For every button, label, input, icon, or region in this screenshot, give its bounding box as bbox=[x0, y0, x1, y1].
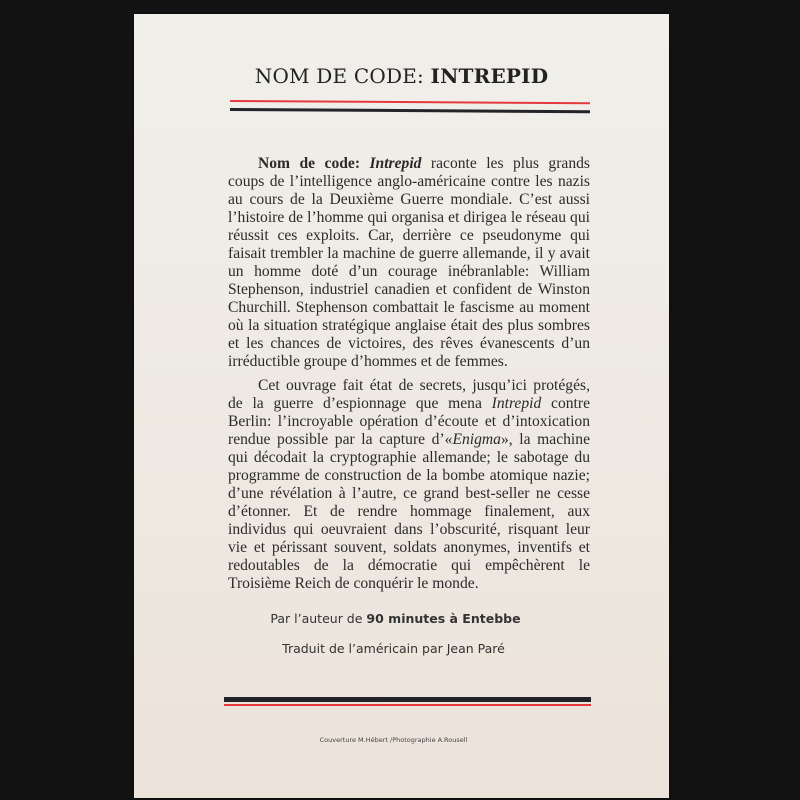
paragraph-1-text: raconte les plus grands coups de l’intelligence anglo-américaine contre les nazis au cours de la Deuxième Guerre mondiale. C’est aussi l’histoire de l’homme qui organisa et dirigea le réseau qui réussit ces exploits. Car, derrière ce pseudonyme qui faisait trembler la machine de guerre allemande, il y avait un homme doté d’un courage inébranlable: William Stephenson, industriel canadien et confident de Winston Churchill. Stephenson combattait le fascisme au moment où la situation stratégique anglaise était des plus sombres et les chances de victoires, des rêves évanescents d’un irréductible groupe d’hommes et de femmes. bbox=[228, 155, 590, 370]
author-credit bbox=[128, 611, 663, 626]
cover-title bbox=[134, 64, 669, 88]
cover-photo-credit: Couverture M.Hébert /Photographie A.Rousell bbox=[319, 736, 468, 744]
lead-bold: Nom de code: bbox=[258, 155, 370, 172]
paragraph-2-text-a: Cet ouvrage fait état de secrets, jusqu’ici protégés, de la guerre d’espionnage que mena bbox=[228, 377, 590, 412]
blurb-paragraph-2 bbox=[228, 377, 590, 593]
top-black-rule bbox=[230, 108, 590, 113]
paragraph-2-text-b: contre Berlin: l’incroyable opération d’écoute et d’intoxication rendue possible par la capture d’« bbox=[228, 395, 590, 448]
translator-credit: Traduit de l’américain par Jean Paré bbox=[282, 641, 505, 656]
paragraph-2-italic-a: Intrepid bbox=[491, 395, 542, 412]
top-red-rule bbox=[230, 100, 590, 104]
lead-italic: Intrepid bbox=[369, 155, 422, 172]
bottom-red-rule bbox=[224, 704, 591, 706]
paragraph-2-text-c: », la machine qui décodait la cryptographie allemande; le sabotage du programme de construction de la bombe atomique nazie; d’une révélation à l’autre, ce grand best-seller ne cesse d’étonner. Et de rendre hommage finalement, aux individus qui oeuvraient dans l’obscurité, risquant leur vie et périssant souvent, soldats anonymes, inventifs et redoutables de la démocratie qui empêchèrent le Troisième Reich de conquérir le monde. bbox=[228, 431, 590, 592]
title-bold: INTREPID bbox=[430, 64, 549, 88]
blurb bbox=[228, 155, 590, 599]
author-credit-book: 90 minutes à Entebbe bbox=[366, 611, 521, 626]
author-credit-prefix: Par l’auteur de bbox=[270, 611, 367, 626]
paragraph-2-italic-b: Enigma bbox=[452, 431, 501, 448]
book-back-cover bbox=[134, 14, 669, 798]
title-prefix: NOM DE CODE: bbox=[254, 64, 431, 88]
bottom-black-rule bbox=[224, 697, 591, 702]
blurb-paragraph-1 bbox=[228, 155, 590, 371]
